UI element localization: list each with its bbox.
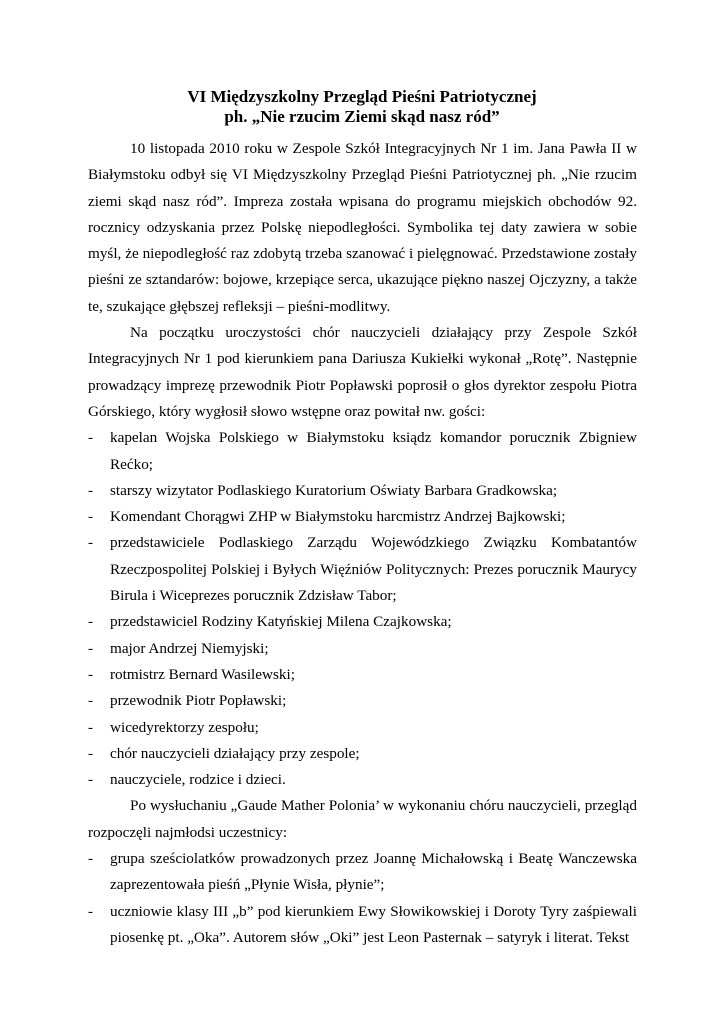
dash-bullet: - xyxy=(88,744,94,762)
list-item xyxy=(88,715,637,741)
dash-bullet: - xyxy=(88,850,94,868)
list-item-text: grupa sześciolatków prowadzonych przez Joannę Michałowską i Beatę Wanczewska zaprezentowała pieśń „Płynie Wisła, płynie”; xyxy=(110,850,637,894)
dash-bullet: - xyxy=(88,718,94,736)
dash-bullet: - xyxy=(88,771,94,789)
list-item-text: uczniowie klasy III „b” pod kierunkiem Ewy Słowikowskiej i Doroty Tyry zaśpiewali piosenkę pt. „Oka”. Autorem słów „Oki” jest Leon Pasternak – satyryk i literat. Tekst xyxy=(110,902,637,946)
list-item xyxy=(88,767,637,793)
document-body xyxy=(88,136,637,951)
list-item-text: chór nauczycieli działający przy zespole; xyxy=(110,744,360,762)
list-item xyxy=(88,741,637,767)
list-item xyxy=(88,846,637,899)
dash-bullet: - xyxy=(88,429,94,447)
list-item xyxy=(88,662,637,688)
dash-bullet: - xyxy=(88,665,94,683)
paragraph-ceremony-start: Na początku uroczystości chór nauczycieli działający przy Zespole Szkół Integracyjnych Nr 1 pod kierunkiem pana Dariusza Kukiełki wykonał „Rotę”. Następnie prowadzący imprezę przewodnik Piotr Popławski poprosił o głos dyrektor zespołu Piotra Górskiego, który wygłosił słowo wstępne oraz powitał nw. gości: xyxy=(88,324,637,420)
list-item xyxy=(88,530,637,609)
list-item-text: Komendant Chorągwi ZHP w Białymstoku harcmistrz Andrzej Bajkowski; xyxy=(110,508,566,526)
dash-bullet: - xyxy=(88,508,94,526)
paragraph-review-start: Po wysłuchaniu „Gaude Mather Polonia’ w wykonaniu chóru nauczycieli, przegląd rozpoczęli najmłodsi uczestnicy: xyxy=(88,797,637,841)
dash-bullet: - xyxy=(88,639,94,657)
dash-bullet: - xyxy=(88,613,94,631)
document-title: VI Międzyszkolny Przegląd Pieśni Patriotycznej xyxy=(187,87,537,106)
dash-bullet: - xyxy=(88,534,94,552)
list-item xyxy=(88,688,637,714)
list-item xyxy=(88,478,637,504)
list-item-text: rotmistrz Bernard Wasilewski; xyxy=(110,665,295,683)
list-item xyxy=(88,636,637,662)
list-item-text: kapelan Wojska Polskiego w Białymstoku ksiądz komandor porucznik Zbigniew Rećko; xyxy=(110,429,637,473)
list-item-text: przedstawiciele Podlaskiego Zarządu Wojewódzkiego Związku Kombatantów Rzeczpospolitej Polskiej i Byłych Więźniów Politycznych: Prezes porucznik Maurycy Birula i Wiceprezes porucznik Zdzisław Tabor; xyxy=(110,534,637,605)
document-subtitle: ph. „Nie rzucim Ziemi skąd nasz ród” xyxy=(224,107,500,126)
list-item xyxy=(88,425,637,478)
dash-bullet: - xyxy=(88,692,94,710)
list-item xyxy=(88,504,637,530)
list-item-text: przewodnik Piotr Popławski; xyxy=(110,692,287,710)
dash-bullet: - xyxy=(88,902,94,920)
list-item-text: wicedyrektorzy zespołu; xyxy=(110,718,259,736)
list-item-text: nauczyciele, rodzice i dzieci. xyxy=(110,771,286,789)
dash-bullet: - xyxy=(88,481,94,499)
list-item xyxy=(88,609,637,635)
paragraph-intro: 10 listopada 2010 roku w Zespole Szkół Integracyjnych Nr 1 im. Jana Pawła II w Białymstoku odbył się VI Międzyszkolny Przegląd Pieśni Patriotycznej ph. „Nie rzucim ziemi skąd nasz ród”. Impreza została wpisana do programu miejskich obchodów 92. rocznicy odzyskania przez Polskę niepodległości. Symbolika tej daty zawiera w sobie myśl, że niepodległość raz zdobytą trzeba szanować i pielęgnować. Przedstawione zostały pieśni ze sztandarów: bojowe, krzepiące serca, ukazujące piękno naszej Ojczyzny, a także te, szukające głębszej refleksji – pieśni-modlitwy. xyxy=(88,140,637,315)
performer-list xyxy=(88,846,637,951)
guest-list xyxy=(88,425,637,793)
list-item-text: major Andrzej Niemyjski; xyxy=(110,639,269,657)
list-item-text: starszy wizytator Podlaskiego Kuratorium Oświaty Barbara Gradkowska; xyxy=(110,481,558,499)
list-item xyxy=(88,899,637,952)
list-item-text: przedstawiciel Rodziny Katyńskiej Milena Czajkowska; xyxy=(110,613,452,631)
